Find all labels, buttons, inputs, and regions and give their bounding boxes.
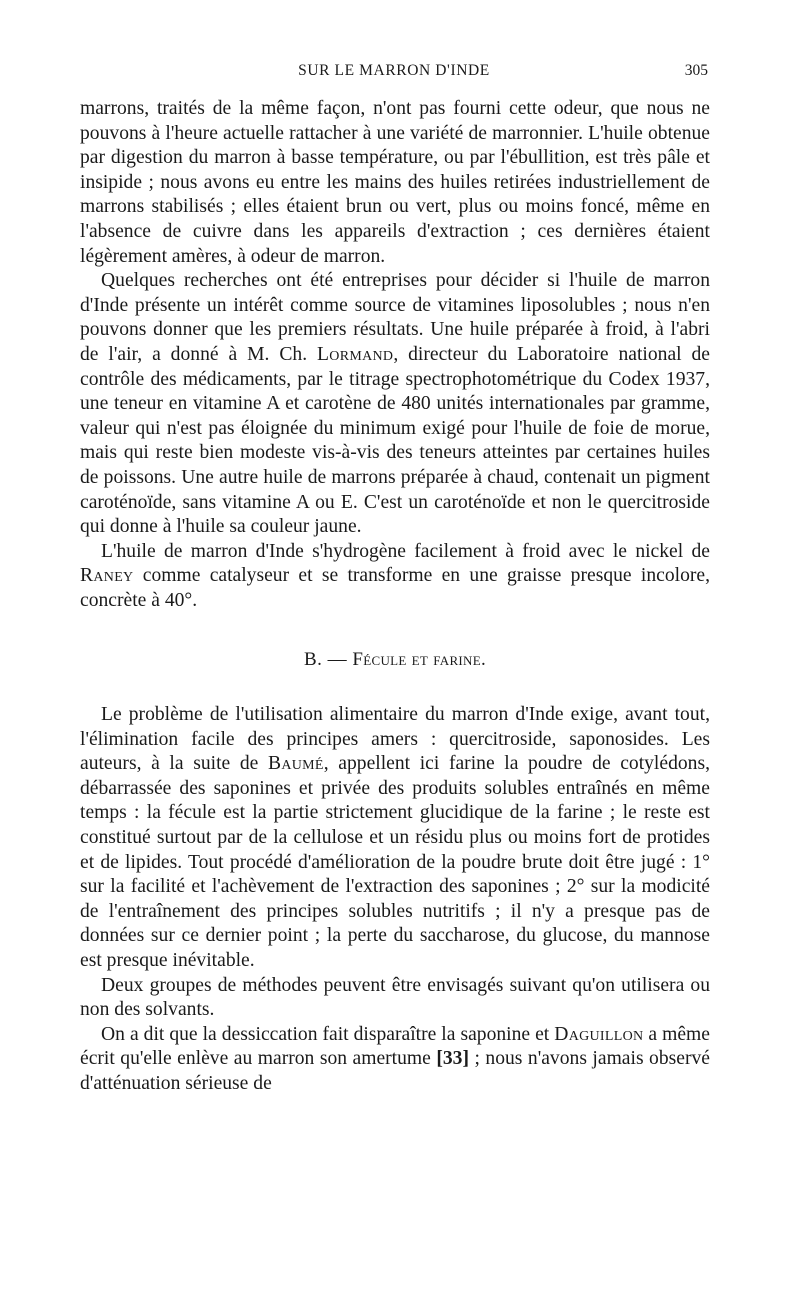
- author-name-raney: Raney: [80, 565, 134, 587]
- author-name-daguillon: Daguillon: [554, 1023, 644, 1045]
- paragraph-text: comme catalyseur et se transforme en une graisse presque incolore, concrète à 40°.: [80, 565, 710, 611]
- reference-citation: [33]: [436, 1048, 469, 1070]
- paragraph-dessiccation: [80, 1023, 710, 1097]
- paragraph-hydrogenation: [80, 540, 710, 614]
- author-name-baume: Baumé: [267, 753, 324, 775]
- running-head: [80, 60, 708, 84]
- running-title: SUR LE MARRON D'INDE: [298, 62, 490, 79]
- paragraph-text: , appellent ici farine la poudre de cotylédons, débarrassée des saponines et privée des produits solubles entraînés en même temps : la fécule est la partie strictement glucidique de la farine ; le reste est constitué surtout par de la cellulose et un résidu plus ou moins fort de protides et de lipides. Tout procédé d'amélioration de la poudre brute doit être jugé : 1° sur la facilité et l'achèvement de l'extraction des saponines ; 2° sur la modicité de l'entraînement des principes solubles nutritifs ; il n'y a presque pas de données sur ce dernier point ; la perte du saccharose, du glucose, du mannose est presque inévitable.: [80, 753, 710, 971]
- paragraph-utilisation: [80, 703, 710, 974]
- paragraph-text: ; nous n'avons jamais observé d'atténuation sérieuse de: [80, 1048, 710, 1094]
- paragraph-text: On a dit que la dessiccation fait disparaître la saponine et: [101, 1023, 555, 1045]
- section-letter: B. —: [303, 649, 353, 671]
- paragraph-text: , directeur du Laboratoire national de contrôle des médicaments, par le titrage spectrophotométrique du Codex 1937, une teneur en vitamine A et carotène de 480 unités internationales par gramme, valeur qui n'est pas éloignée du minimum exigé pour l'huile de foie de morue, mais qui reste bien modeste vis-à-vis des teneurs atteintes par certaines huiles de poissons. Une autre huile de marrons préparée à chaud, contenait un pigment caroténoïde, sans vitamine A ou E. C'est un caroténoïde et non le quercitroside qui donne à l'huile sa couleur jaune.: [80, 343, 710, 538]
- paragraph-text: Quelques recherches ont été entreprises pour décider si l'huile de marron d'Inde présente un intérêt comme source de vitamines liposolubles ; nous n'en pouvons donner que les premiers résultats. Une huile préparée à froid, à l'abri de l'air, a donné à M. Ch.: [80, 270, 710, 365]
- paragraph-text: Le problème de l'utilisation alimentaire du marron d'Inde exige, avant tout, l'élimination facile des principes amers : quercitroside, saponosides. Les auteurs, à la suite de: [80, 704, 710, 775]
- paragraph-vitamines: [80, 269, 710, 540]
- paragraph-methodes: [80, 974, 710, 1023]
- section-title: Fécule et farine.: [352, 649, 487, 671]
- page-number: 305: [684, 62, 708, 79]
- paragraph-odeur-continuation: [80, 97, 710, 269]
- paragraph-text: Deux groupes de méthodes peuvent être envisagés suivant qu'on utilisera ou non des solvants.: [80, 974, 710, 1021]
- paragraph-text: L'huile de marron d'Inde s'hydrogène facilement à froid avec le nickel de: [101, 540, 710, 562]
- paragraph-text: marrons, traités de la même façon, n'ont pas fourni cette odeur, que nous ne pouvons à l'heure actuelle rattacher à une variété de marronnier. L'huile obtenue par digestion du marron à basse température, ou par l'ébullition, est très pâle et insipide ; nous avons eu entre les mains des huiles retirées industriellement de marrons stabilisés ; elles étaient brun ou vert, plus ou moins foncé, même en l'absence de cuivre dans les appareils d'extraction ; ces dernières étaient légèrement amères, à odeur de marron.: [80, 98, 710, 267]
- paragraph-text: a même écrit qu'elle enlève au marron son amertume: [80, 1023, 710, 1070]
- section-heading: [80, 648, 710, 673]
- author-name-lormand: Lormand: [317, 343, 394, 365]
- body-text: [80, 97, 710, 1097]
